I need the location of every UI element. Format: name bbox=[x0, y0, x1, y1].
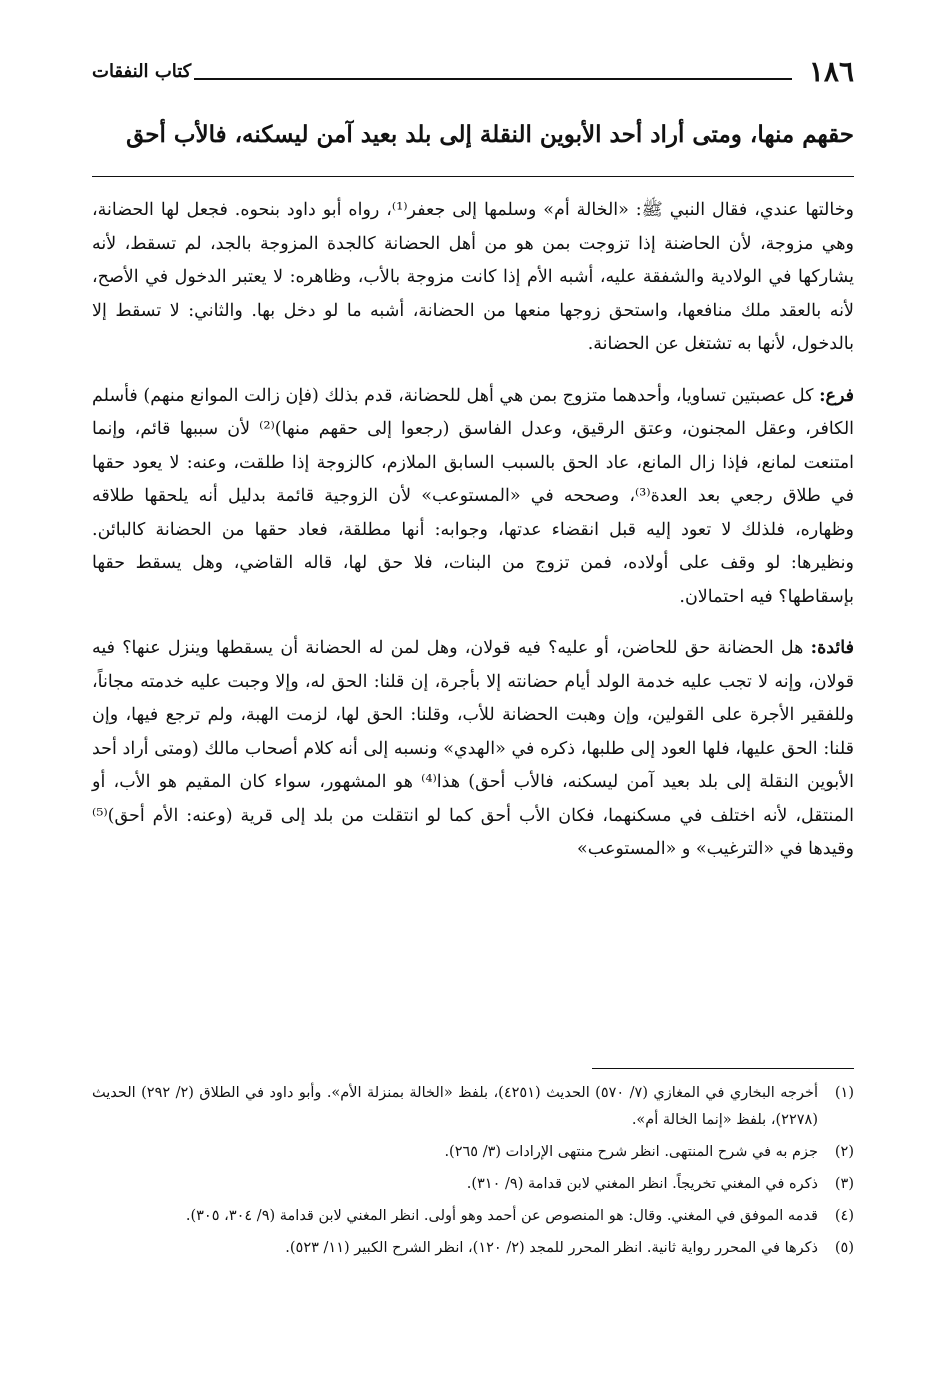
paragraph-text: كل عصبتين تساويا، وأحدهما متزوج بمن هي أهل للحضانة، قدم بذلك (فإن زالت الموانع منهم) فأسلم الكافر، وعقل المجنون، وعتق الرقيق، وعدل الفاسق (رجعوا إلى حقهم منها)⁽²⁾ لأن سببها قائم، وإنما امتنعت لمانع، فإذا زال المانع، عاد الحق بالسبب السابق الملازم، كالزوجة إذا طلقت، وعنه: لا يعود حقها في طلاق رجعي بعد العدة⁽³⁾، وصححه في «المستوعب» لأن الزوجية قائمة بدليل أنه يلحقها طلاقه وظهاره، فلذلك لا تعود إليه قبل انقضاء عدتها، وجوابه: أنها مطلقة، فعاد حقها من الحضانة كالبائن. ونظيرها: لو وقف على أولاده، فمن تزوج من البنات، فلا حق لها، قاله القاضي، وهل يسقط حقها بإسقاطها؟ فيه احتمالان. bbox=[92, 385, 855, 607]
matn-divider bbox=[92, 176, 854, 177]
paragraph bbox=[92, 632, 854, 867]
footnote bbox=[92, 1171, 854, 1198]
paragraph bbox=[92, 194, 854, 362]
footnotes bbox=[92, 1080, 854, 1267]
footnote-number: (١) bbox=[834, 1085, 854, 1101]
footnote-number: (٤) bbox=[834, 1208, 854, 1224]
page-number: ١٨٦ bbox=[808, 55, 854, 88]
footnote-text: جزم به في شرح المنتهى. انظر شرح منتهى الإرادات (٣/ ٢٦٥). bbox=[444, 1144, 818, 1160]
footnote-text: قدمه الموفق في المغني. وقال: هو المنصوص عن أحمد وهو أولى. انظر المغني لابن قدامة (٩/ ٣٠٤، ٣٠٥). bbox=[185, 1208, 818, 1224]
footnote-number: (٣) bbox=[834, 1176, 854, 1192]
paragraph-text: هل الحضانة حق للحاضن، أو عليه؟ فيه قولان، وهل لمن له الحضانة أن يسقطها وينزل عنها؟ فيه قولان، وإنه لا تجب عليه خدمة الولد أيام حضانته إلا بأجرة، إن قلنا: الحق له، وإلا وجبت عليه خدمته مجاناً، وللفقير الأجرة على القولين، وإن وهبت الحضانة للأب، وقلنا: الحق لها، لزمت الهبة، ولم ترجع فيها، وإن قلنا: الحق عليها، فلها العود إلى طلبها، ذكره في «الهدي» ونسبه إلى أنه كلام أصحاب مالك (ومتى أراد أحد الأبوين النقلة إلى بلد بعيد آمن ليسكنه، فالأب أحق) هذا⁽⁴⁾ هو المشهور، سواء كان المقيم هو الأب، أو المنتقل، لأنه اختلف في مسكنهما، فكان الأب أحق كما لو انتقلت من بلد إلى قرية (وعنه: الأم أحق)⁽⁵⁾ وقيدها في «الترغيب» و «المستوعب» bbox=[92, 638, 854, 859]
paragraph-lead: فرع: bbox=[819, 385, 854, 406]
header-rule bbox=[194, 78, 792, 80]
footnote-text: ذكره في المغني تخريجاً. انظر المغني لابن قدامة (٩/ ٣١٠). bbox=[466, 1176, 818, 1192]
footnote-number: (٢) bbox=[834, 1144, 854, 1160]
matn-text: حقهم منها، ومتى أراد أحد الأبوين النقلة إلى بلد بعيد آمن ليسكنه، فالأب أحق bbox=[126, 121, 854, 148]
footnote bbox=[92, 1080, 854, 1134]
book-title: كتاب النفقات bbox=[92, 61, 192, 82]
footnote bbox=[92, 1139, 854, 1166]
footnote-number: (٥) bbox=[834, 1240, 854, 1256]
footnote-text: أخرجه البخاري في المغازي (٧/ ٥٧٠) الحديث (٤٢٥١)، بلفظ «الخالة بمنزلة الأم». وأبو داود في الطلاق (٢/ ٢٩٢) الحديث (٢٢٧٨)، بلفظ «إنما الخالة أم». bbox=[92, 1085, 818, 1128]
paragraph bbox=[92, 380, 854, 615]
footnote bbox=[92, 1203, 854, 1230]
footnote-divider bbox=[592, 1068, 854, 1069]
paragraph-text: وخالتها عندي، فقال النبي ﷺ: «الخالة أم» وسلمها إلى جعفر⁽¹⁾، رواه أبو داود بنحوه. فجعل لها الحضانة، وهي مزوجة، لأن الحاضنة إذا تزوجت بمن هو من أهل الحضانة كالجدة المزوجة بالجد، لم تسقط، لأنه يشاركها في الولادية والشفقة عليه، أشبه الأم إذا كانت مزوجة بالأب، وظاهره: لا يعتبر الدخول في الأصح، لأنه بالعقد ملك منافعها، واستحق زوجها منعها من الحضانة، أشبه ما لو دخل بها. والثاني: لا تسقط إلا بالدخول، لأنها به تشتغل عن الحضانة. bbox=[92, 200, 854, 354]
footnote bbox=[92, 1235, 854, 1262]
commentary-body bbox=[92, 194, 854, 885]
footnote-text: ذكرها في المحرر رواية ثانية. انظر المحرر للمجد (٢/ ١٢٠)، انظر الشرح الكبير (١١/ ٥٢٣). bbox=[285, 1240, 818, 1256]
running-header bbox=[92, 52, 854, 92]
paragraph-lead: فائدة: bbox=[810, 638, 854, 658]
